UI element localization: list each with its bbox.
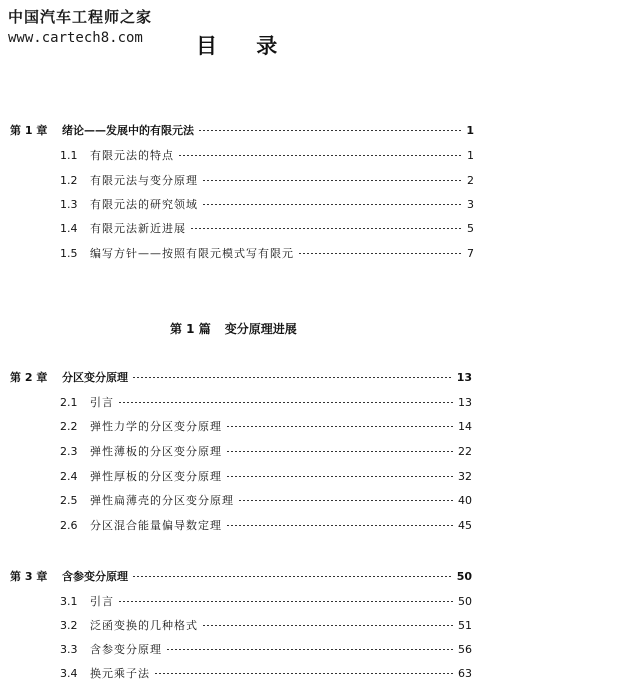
entry-title: 有限元法与变分原理 — [90, 174, 198, 187]
toc-section-2-4[interactable] — [60, 468, 472, 484]
toc-section-1-5[interactable] — [60, 245, 474, 261]
entry-title: 编写方针——按照有限元模式写有限元 — [90, 247, 294, 260]
toc-section-3-2[interactable] — [60, 617, 472, 633]
watermark-site-name: 中国汽车工程师之家 — [8, 8, 153, 26]
dot-leader — [166, 649, 454, 650]
dot-leader — [202, 625, 454, 626]
dot-leader — [154, 673, 454, 674]
entry-number: 3.2 — [60, 619, 78, 632]
toc-section-2-1[interactable] — [60, 394, 472, 410]
entry-title: 弹性扁薄壳的分区变分原理 — [90, 494, 234, 507]
dot-leader — [118, 402, 454, 403]
entry-number: 2.5 — [60, 494, 78, 507]
entry-number: 1.3 — [60, 198, 78, 211]
toc-section-1-1[interactable] — [60, 147, 474, 163]
entry-title: 弹性薄板的分区变分原理 — [90, 445, 222, 458]
dot-leader — [298, 253, 463, 254]
dot-leader — [202, 204, 463, 205]
dot-leader — [178, 155, 463, 156]
entry-title: 有限元法新近进展 — [90, 222, 186, 235]
watermark — [8, 6, 152, 46]
toc-chapter-2[interactable] — [10, 369, 472, 385]
entry-title: 引言 — [90, 595, 114, 608]
entry-page: 50 — [456, 570, 472, 583]
toc-chapter-1[interactable] — [10, 122, 474, 138]
toc-section-1-2[interactable] — [60, 172, 474, 188]
dot-leader — [226, 476, 454, 477]
toc-section-3-3[interactable] — [60, 641, 472, 657]
entry-page: 1 — [466, 124, 474, 137]
entry-page: 13 — [458, 396, 472, 409]
entry-title: 分区混合能量偏导数定理 — [90, 519, 222, 532]
entry-page: 1 — [467, 149, 474, 162]
entry-title: 引言 — [90, 396, 114, 409]
toc-section-2-6[interactable] — [60, 517, 472, 533]
entry-page: 51 — [458, 619, 472, 632]
entry-number: 第 2 章 — [10, 371, 48, 384]
dot-leader — [132, 576, 453, 577]
entry-number: 2.1 — [60, 396, 78, 409]
toc-part-1[interactable] — [170, 320, 297, 337]
entry-title: 泛函变换的几种格式 — [90, 619, 198, 632]
entry-title: 含参变分原理 — [90, 643, 162, 656]
entry-number: 第 1 章 — [10, 124, 48, 137]
toc-section-2-3[interactable] — [60, 443, 472, 459]
entry-number: 2.2 — [60, 420, 78, 433]
dot-leader — [226, 451, 454, 452]
entry-title: 有限元法的研究领域 — [90, 198, 198, 211]
entry-page: 40 — [458, 494, 472, 507]
toc-section-2-2[interactable] — [60, 418, 472, 434]
part-number: 第 1 篇 — [170, 322, 211, 336]
entry-page: 32 — [458, 470, 472, 483]
entry-number: 1.4 — [60, 222, 78, 235]
entry-page: 50 — [458, 595, 472, 608]
entry-page: 7 — [467, 247, 474, 260]
entry-title: 弹性厚板的分区变分原理 — [90, 470, 222, 483]
entry-number: 2.4 — [60, 470, 78, 483]
entry-number: 1.5 — [60, 247, 78, 260]
part-title: 变分原理进展 — [224, 322, 297, 336]
entry-title: 绪论——发展中的有限元法 — [62, 124, 194, 137]
entry-number: 1.1 — [60, 149, 78, 162]
toc-section-1-4[interactable] — [60, 220, 474, 236]
dot-leader — [238, 500, 454, 501]
entry-title: 有限元法的特点 — [90, 149, 174, 162]
entry-number: 3.3 — [60, 643, 78, 656]
toc-section-2-5[interactable] — [60, 492, 472, 508]
entry-page: 63 — [458, 667, 472, 680]
watermark-url: www.cartech8.com — [8, 30, 143, 46]
entry-page: 2 — [467, 174, 474, 187]
entry-page: 13 — [456, 371, 472, 384]
entry-title: 分区变分原理 — [62, 371, 128, 384]
entry-number: 3.4 — [60, 667, 78, 680]
toc-section-3-1[interactable] — [60, 593, 472, 609]
entry-title: 换元乘子法 — [90, 667, 150, 680]
entry-page: 3 — [467, 198, 474, 211]
dot-leader — [202, 180, 463, 181]
toc-section-3-4[interactable] — [60, 665, 472, 681]
entry-number: 第 3 章 — [10, 570, 48, 583]
entry-page: 14 — [458, 420, 472, 433]
entry-page: 45 — [458, 519, 472, 532]
dot-leader — [226, 525, 454, 526]
dot-leader — [226, 426, 454, 427]
entry-number: 1.2 — [60, 174, 78, 187]
page-title: 目 录 — [196, 34, 280, 58]
dot-leader — [190, 228, 463, 229]
entry-number: 2.3 — [60, 445, 78, 458]
entry-number: 2.6 — [60, 519, 78, 532]
toc-chapter-3[interactable] — [10, 568, 472, 584]
dot-leader — [198, 130, 462, 131]
dot-leader — [118, 601, 454, 602]
toc-section-1-3[interactable] — [60, 196, 474, 212]
entry-title: 弹性力学的分区变分原理 — [90, 420, 222, 433]
dot-leader — [132, 377, 453, 378]
entry-page: 22 — [458, 445, 472, 458]
entry-page: 5 — [467, 222, 474, 235]
entry-title: 含参变分原理 — [62, 570, 128, 583]
entry-page: 56 — [458, 643, 472, 656]
entry-number: 3.1 — [60, 595, 78, 608]
